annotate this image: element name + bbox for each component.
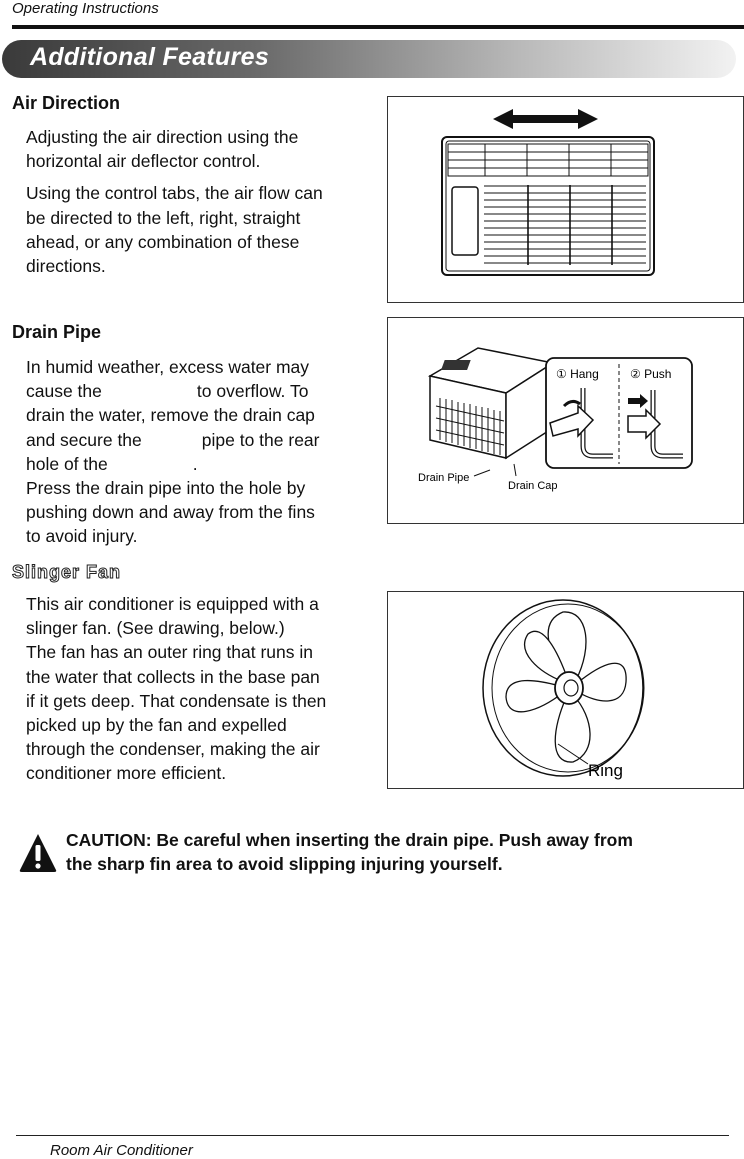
text-fragment: cause the bbox=[26, 381, 102, 402]
air-conditioner-drawing bbox=[388, 97, 743, 302]
text-line: The fan has an outer ring that runs in bbox=[26, 642, 313, 663]
section-banner bbox=[2, 40, 736, 78]
text-fragment: and secure the bbox=[26, 429, 142, 450]
drain-pipe-drawing bbox=[388, 318, 743, 523]
drain-pipe-callout: Drain Pipe bbox=[418, 472, 470, 484]
text-fragment: to overflow. To bbox=[196, 381, 309, 402]
text-line: picked up by the fan and expelled bbox=[26, 715, 287, 736]
page-footer-title: Room Air Conditioner bbox=[50, 1142, 193, 1159]
text-line: the water that collects in the base pan bbox=[26, 666, 320, 687]
text-fragment: hole of the bbox=[26, 453, 108, 474]
caution-line: the sharp fin area to avoid slipping injuring yourself. bbox=[66, 854, 503, 874]
text-line: to avoid injury. bbox=[26, 526, 138, 547]
drain-cap-callout: Drain Cap bbox=[508, 480, 558, 492]
text-line: conditioner more efficient. bbox=[26, 763, 227, 784]
air-direction-heading: Air Direction bbox=[12, 93, 121, 113]
text-fragment: . bbox=[192, 453, 198, 474]
ring-callout: Ring bbox=[588, 761, 623, 780]
text-line: In humid weather, excess water may bbox=[26, 357, 310, 377]
air-conditioner-front-figure bbox=[387, 96, 744, 303]
caution-line: CAUTION: Be careful when inserting the drain pipe. Push away from bbox=[66, 830, 633, 850]
text-line: Adjusting the air direction using the bbox=[26, 127, 299, 147]
banner-title: Additional Features bbox=[30, 43, 270, 71]
drain-pipe-heading: Drain Pipe bbox=[12, 322, 102, 342]
warning-icon bbox=[18, 832, 58, 874]
step-hang-label: ① Hang bbox=[556, 367, 599, 381]
text-line: horizontal air deflector control. bbox=[26, 151, 261, 172]
air-direction-text bbox=[26, 125, 376, 278]
slinger-fan-text bbox=[26, 592, 376, 786]
drain-pipe-text bbox=[26, 355, 376, 549]
header-divider bbox=[12, 25, 744, 29]
text-line: ahead, or any combination of these bbox=[26, 231, 300, 252]
text-line: through the condenser, making the air bbox=[26, 739, 320, 760]
page-header-title: Operating Instructions bbox=[12, 0, 159, 17]
slinger-fan-figure bbox=[387, 591, 744, 789]
slinger-fan-heading: Slinger Fan bbox=[12, 562, 122, 582]
text-line: pushing down and away from the fins bbox=[26, 502, 315, 523]
text-line: This air conditioner is equipped with a bbox=[26, 594, 319, 614]
text-line bbox=[26, 428, 376, 452]
text-line: slinger fan. (See drawing, below.) bbox=[26, 618, 285, 639]
caution-message bbox=[66, 828, 736, 876]
text-line: drain the water, remove the drain cap bbox=[26, 405, 315, 426]
footer-divider bbox=[16, 1135, 729, 1136]
text-line: be directed to the left, right, straight bbox=[26, 207, 301, 228]
text-fragment: pipe to the rear bbox=[201, 429, 320, 450]
step-push-label: ② Push bbox=[630, 367, 672, 381]
drain-pipe-figure bbox=[387, 317, 744, 524]
text-line bbox=[26, 452, 376, 476]
text-line: Using the control tabs, the air flow can bbox=[26, 183, 323, 204]
text-line: if it gets deep. That condensate is then bbox=[26, 690, 327, 711]
text-line bbox=[26, 379, 376, 403]
double-arrow-icon bbox=[493, 109, 598, 129]
text-line: Press the drain pipe into the hole by bbox=[26, 478, 306, 499]
slinger-fan-drawing bbox=[388, 592, 743, 788]
text-line: directions. bbox=[26, 256, 106, 277]
